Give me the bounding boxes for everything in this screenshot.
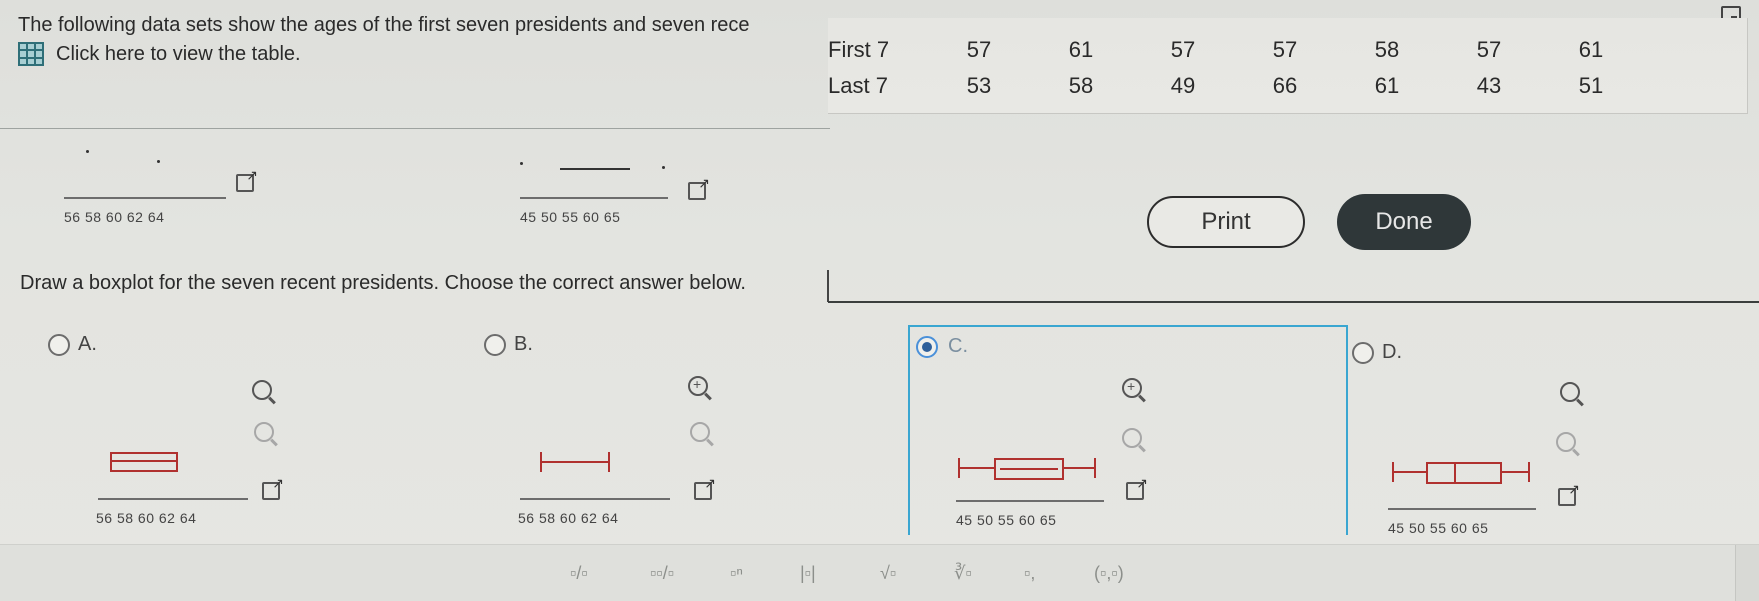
whisker-cap [1528,462,1530,482]
expand-icon[interactable] [1126,482,1144,500]
cell: 49 [1170,73,1196,98]
choice-a-ticks: 56 58 60 62 64 [96,510,197,526]
choice-d-label: D. [1382,341,1402,363]
row-label: Last 7 [828,73,888,98]
divider [827,270,829,302]
whisker-cap [1094,458,1096,478]
toolbar-scroll[interactable] [1735,545,1759,601]
cell: 57 [966,37,992,62]
choice-b-ticks: 56 58 60 62 64 [518,510,619,526]
data-table-popup [828,18,1748,114]
zoom-out-icon[interactable] [254,422,274,442]
boxplot-box [1426,462,1502,484]
print-button[interactable]: Print [1147,196,1305,248]
cell: 61 [1578,37,1604,62]
choice-a-axis [98,498,248,500]
plot-dot [86,150,89,153]
plot-segment [560,168,630,170]
expand-icon[interactable] [236,174,254,192]
expand-icon[interactable] [262,482,280,500]
cell: 57 [1170,37,1196,62]
table-row [828,68,1642,104]
square-root-button[interactable]: √▫ [880,563,897,583]
choice-d-axis [1388,508,1536,510]
exponent-button[interactable]: ▫ⁿ [730,563,743,583]
zoom-out-icon[interactable] [690,422,710,442]
cell: 58 [1374,37,1400,62]
done-button[interactable]: Done [1337,194,1471,250]
absolute-value-button[interactable]: |▫| [800,563,816,583]
choice-c-radio[interactable] [916,336,938,358]
choice-b-radio[interactable] [484,334,506,356]
expand-icon[interactable] [694,482,712,500]
boxplot-median [1454,462,1456,484]
ordered-pair-button[interactable]: (▫,▫) [1094,563,1124,583]
fraction-button[interactable]: ▫/▫ [570,563,588,583]
cell: 61 [1374,73,1400,98]
whisker [1502,471,1530,473]
choice-a-radio[interactable] [48,334,70,356]
boxplot-median [1000,468,1058,470]
choice-b-axis [520,498,670,500]
boxplot-box [110,452,178,472]
whisker-cap [608,452,610,472]
zoom-in-icon[interactable]: + [688,376,708,396]
first7-axis [64,197,226,199]
view-table-label: Click here to view the table. [56,42,301,65]
math-toolbar [0,544,1759,601]
divider [0,128,830,129]
plot-dot [520,162,523,165]
zoom-out-icon[interactable] [1122,428,1142,448]
whisker [1392,471,1426,473]
ages-table [828,32,1642,104]
choice-c-axis [956,500,1104,502]
expand-icon[interactable] [1558,488,1576,506]
view-table-link[interactable] [18,42,301,66]
choice-d-radio[interactable] [1352,342,1374,364]
zoom-out-icon[interactable] [1556,432,1576,452]
choice-d-ticks: 45 50 55 60 65 [1388,520,1489,536]
zoom-in-icon[interactable] [252,380,272,400]
whisker [958,467,994,469]
cell: 57 [1272,37,1298,62]
last7-tick-labels: 45 50 55 60 65 [520,209,621,225]
question-text: Draw a boxplot for the seven recent presidents. Choose the correct answer below. [20,272,746,294]
plot-dot [662,166,665,169]
choice-c-label: C. [948,335,968,357]
first7-tick-labels: 56 58 60 62 64 [64,209,165,225]
zoom-in-icon[interactable] [1560,382,1580,402]
intro-text: The following data sets show the ages of the first seven presidents and seven rece [18,14,750,36]
subscript-button[interactable]: ▫, [1024,563,1036,583]
cell: 61 [1068,37,1094,62]
mixed-number-button[interactable]: ▫▫/▫ [650,563,675,583]
plot-dot [157,160,160,163]
cell: 66 [1272,73,1298,98]
table-row [828,32,1642,68]
choice-a-label: A. [78,333,97,355]
row-label: First 7 [828,37,890,62]
whisker [540,461,610,463]
choice-c-ticks: 45 50 55 60 65 [956,512,1057,528]
table-icon [18,42,44,66]
choice-b-label: B. [514,333,533,355]
cube-root-button[interactable]: ∛▫ [954,563,972,583]
whisker [1064,467,1096,469]
cell: 57 [1476,37,1502,62]
cell: 51 [1578,73,1604,98]
cell: 53 [966,73,992,98]
boxplot-median [110,460,178,462]
zoom-in-icon[interactable]: + [1122,378,1142,398]
cell: 58 [1068,73,1094,98]
expand-icon[interactable] [688,182,706,200]
last7-axis [520,197,668,199]
cell: 43 [1476,73,1502,98]
divider [828,301,1759,303]
